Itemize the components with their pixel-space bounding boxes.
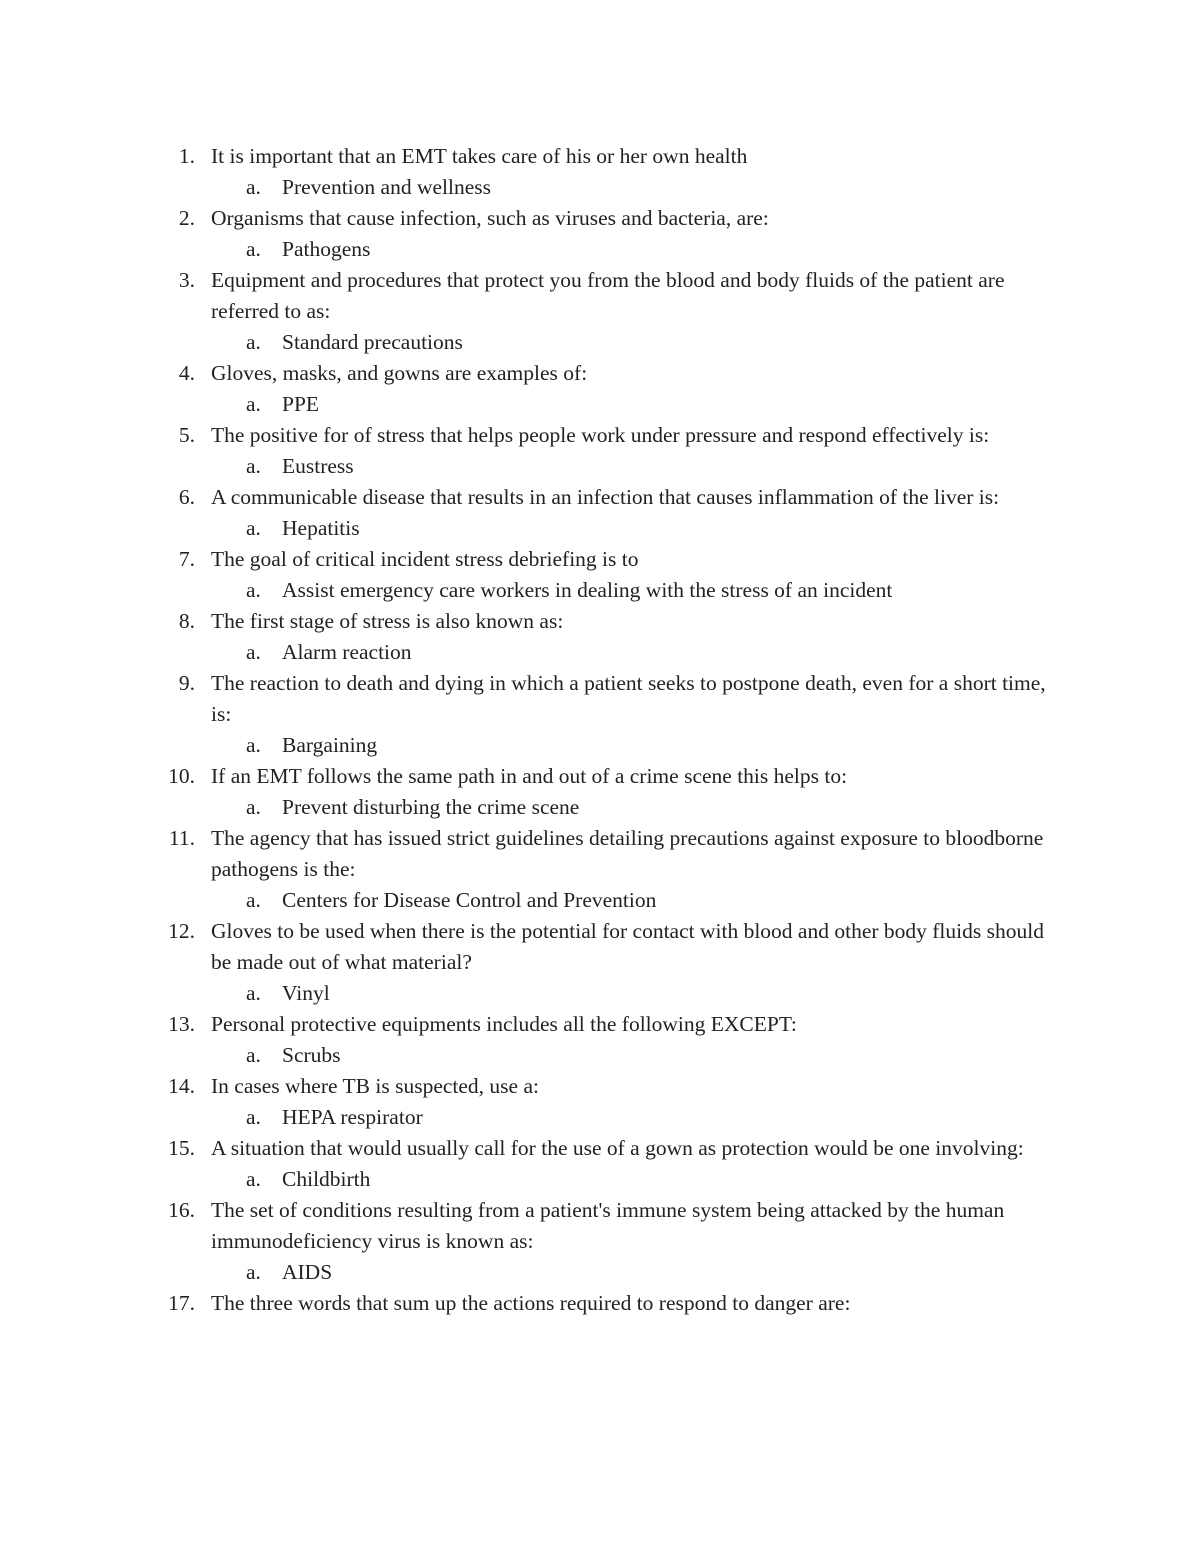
question-text: Personal protective equipments includes all the following EXCEPT: [211,1012,797,1036]
question-line [0,823,1200,885]
question-number: 5. [178,423,195,447]
question-item [0,916,1200,1009]
question-text: Organisms that cause infection, such as viruses and bacteria, are: [211,206,769,230]
answer-letter: a. [246,516,261,540]
question-text: Equipment and procedures that protect you from the blood and body fluids of the patient are referred to as: [211,268,1005,323]
answer-letter: a. [246,640,261,664]
question-line [0,761,1200,792]
answer-text: Eustress [282,454,354,478]
answer-line [0,1102,1200,1133]
question-item [0,141,1200,203]
question-line [0,606,1200,637]
question-number: 11. [168,826,195,850]
answer-line [0,1164,1200,1195]
answer-letter: a. [246,175,261,199]
answer-text: Centers for Disease Control and Prevention [282,888,657,912]
answer-letter: a. [246,1260,261,1284]
answer-text: Vinyl [282,981,330,1005]
answer-text: Standard precautions [282,330,463,354]
question-number: 13. [168,1012,195,1036]
answer-text: Hepatitis [282,516,360,540]
question-item [0,358,1200,420]
question-text: The reaction to death and dying in which a patient seeks to postpone death, even for a short time, is: [211,671,1046,726]
question-number: 12. [168,919,195,943]
question-text: In cases where TB is suspected, use a: [211,1074,539,1098]
question-number: 7. [178,547,195,571]
answer-text: Assist emergency care workers in dealing with the stress of an incident [282,578,893,602]
question-number: 17. [168,1291,195,1315]
question-text: The positive for of stress that helps people work under pressure and respond effectively is: [211,423,990,447]
question-item [0,1133,1200,1195]
question-text: A communicable disease that results in an infection that causes inflammation of the liver is: [211,485,1000,509]
answer-text: HEPA respirator [282,1105,423,1129]
answer-line [0,792,1200,823]
answer-letter: a. [246,1043,261,1067]
question-item [0,1009,1200,1071]
answer-letter: a. [246,237,261,261]
question-text: The three words that sum up the actions required to respond to danger are: [211,1291,851,1315]
answer-line [0,234,1200,265]
answer-line [0,327,1200,358]
question-number: 10. [168,764,195,788]
answer-letter: a. [246,733,261,757]
question-text: The agency that has issued strict guidelines detailing precautions against exposure to bloodborne pathogens is the: [211,826,1044,881]
answer-line [0,730,1200,761]
question-number: 1. [178,144,195,168]
question-line [0,482,1200,513]
question-item [0,761,1200,823]
question-text: The goal of critical incident stress debriefing is to [211,547,639,571]
question-item [0,544,1200,606]
question-line [0,358,1200,389]
question-item [0,1071,1200,1133]
answer-text: Bargaining [282,733,378,757]
question-line [0,916,1200,978]
answer-line [0,1257,1200,1288]
question-text: The first stage of stress is also known as: [211,609,564,633]
answer-letter: a. [246,454,261,478]
question-line [0,1195,1200,1257]
question-line [0,141,1200,172]
answer-text: AIDS [282,1260,333,1284]
answer-line [0,978,1200,1009]
answer-text: Scrubs [282,1043,341,1067]
question-item [0,1288,1200,1319]
question-text: Gloves to be used when there is the potential for contact with blood and other body fluids should be made out of what material? [211,919,1044,974]
question-text: A situation that would usually call for the use of a gown as protection would be one involving: [211,1136,1024,1160]
question-text: It is important that an EMT takes care of his or her own health [211,144,748,168]
answer-letter: a. [246,1167,261,1191]
answer-line [0,1040,1200,1071]
answer-letter: a. [246,330,261,354]
question-line [0,1071,1200,1102]
question-item [0,606,1200,668]
question-number: 4. [178,361,195,385]
answer-text: Prevent disturbing the crime scene [282,795,580,819]
question-line [0,203,1200,234]
question-item [0,823,1200,916]
answer-text: Prevention and wellness [282,175,491,199]
question-line [0,1133,1200,1164]
answer-text: Childbirth [282,1167,371,1191]
answer-line [0,575,1200,606]
question-number: 15. [168,1136,195,1160]
answer-line [0,389,1200,420]
question-number: 8. [178,609,195,633]
question-item [0,265,1200,358]
question-line [0,668,1200,730]
question-item [0,1195,1200,1288]
answer-line [0,513,1200,544]
answer-line [0,885,1200,916]
answer-letter: a. [246,888,261,912]
answer-letter: a. [246,1105,261,1129]
question-number: 9. [178,671,195,695]
answer-text: Pathogens [282,237,371,261]
question-item [0,420,1200,482]
question-item [0,482,1200,544]
question-item [0,203,1200,265]
answer-text: Alarm reaction [282,640,412,664]
question-list [0,141,1200,1319]
answer-line [0,637,1200,668]
answer-letter: a. [246,578,261,602]
question-line [0,420,1200,451]
answer-line [0,451,1200,482]
question-number: 14. [168,1074,195,1098]
answer-letter: a. [246,795,261,819]
answer-letter: a. [246,392,261,416]
question-line [0,544,1200,575]
question-text: If an EMT follows the same path in and out of a crime scene this helps to: [211,764,848,788]
question-number: 2. [178,206,195,230]
question-text: The set of conditions resulting from a patient's immune system being attacked by the human immunodeficiency virus is known as: [211,1198,1005,1253]
answer-line [0,172,1200,203]
question-line [0,1009,1200,1040]
question-line [0,1288,1200,1319]
question-number: 6. [178,485,195,509]
question-item [0,668,1200,761]
question-number: 3. [178,268,195,292]
question-number: 16. [168,1198,195,1222]
answer-text: PPE [282,392,320,416]
answer-letter: a. [246,981,261,1005]
question-text: Gloves, masks, and gowns are examples of: [211,361,588,385]
question-line [0,265,1200,327]
